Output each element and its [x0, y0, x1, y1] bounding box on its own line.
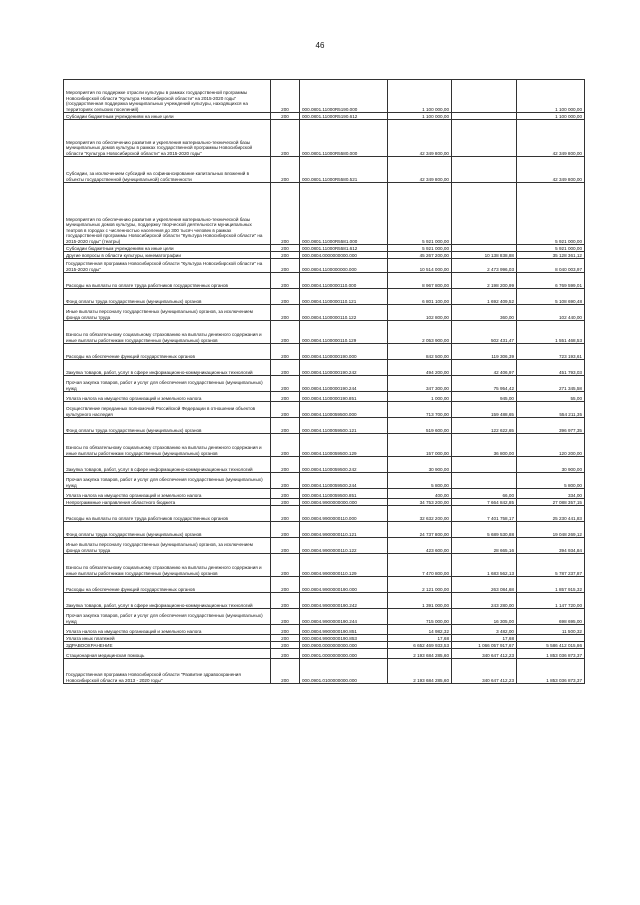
row-code-200-cell: 200: [271, 259, 300, 273]
row-name-cell: Уплата налога на имущество организаций и земельного налога: [64, 392, 271, 402]
row-remaining-cell: 5 787 237,87: [517, 554, 585, 577]
row-budget-code-cell: 000.0900.0000000000.000: [300, 642, 388, 649]
row-remaining-cell: 334,00: [517, 489, 585, 499]
row-approved-cell: 519 600,00: [388, 418, 452, 434]
row-executed-cell: [452, 245, 517, 252]
row-budget-code-cell: 000.0804.1100000190.242: [300, 360, 388, 376]
row-remaining-cell: 30 900,00: [517, 457, 585, 473]
table-row: [64, 259, 585, 273]
table-row: [64, 642, 585, 649]
row-budget-code-cell: 000.0804.1100059500.242: [300, 457, 388, 473]
row-approved-cell: 2 121 000,00: [388, 577, 452, 593]
row-executed-cell: 159 488,65: [452, 402, 517, 418]
row-executed-cell: 2 198 200,99: [452, 273, 517, 289]
row-budget-code-cell: 000.0801.11000R5580.521: [300, 157, 388, 183]
row-budget-code-cell: 000.0801.11000R5190.612: [300, 113, 388, 120]
row-approved-cell: 715 000,00: [388, 609, 452, 625]
row-code-200-cell: 200: [271, 457, 300, 473]
row-code-200-cell: 200: [271, 305, 300, 321]
table-row: [64, 649, 585, 659]
row-name-cell: Фонд оплаты труда государственных (муниципальных) органов: [64, 418, 271, 434]
table-row: [64, 360, 585, 376]
row-code-200-cell: 200: [271, 376, 300, 392]
row-approved-cell: 10 514 000,00: [388, 259, 452, 273]
row-budget-code-cell: 000.0804.1100000190.000: [300, 344, 388, 360]
table-row: [64, 506, 585, 522]
row-name-cell: ЗДРАВООХРАНЕНИЕ: [64, 642, 271, 649]
row-approved-cell: 6 652 469 933,53: [388, 642, 452, 649]
table-row: [64, 489, 585, 499]
row-remaining-cell: 6 769 599,01: [517, 273, 585, 289]
table-row: [64, 609, 585, 625]
table-row: [64, 344, 585, 360]
row-budget-code-cell: 000.0804.9900000110.000: [300, 506, 388, 522]
row-remaining-cell: 1 100 000,00: [517, 80, 585, 113]
row-executed-cell: 2 473 996,03: [452, 259, 517, 273]
row-approved-cell: 45 267 200,00: [388, 252, 452, 259]
row-name-cell: Государственная программа Новосибирской области "Развитие здравоохранения Новосибирской области на 2013 - 2020 годы": [64, 659, 271, 684]
row-name-cell: Расходы на выплаты по оплате труда работников государственных органов: [64, 506, 271, 522]
row-name-cell: Осуществление переданных полномочий Российской Федерации в отношении объектов культурного наследия: [64, 402, 271, 418]
table-row: [64, 273, 585, 289]
row-budget-code-cell: 000.0801.11000R5580.000: [300, 120, 388, 157]
row-remaining-cell: 120 200,00: [517, 434, 585, 457]
row-remaining-cell: 1 551 468,53: [517, 321, 585, 344]
row-remaining-cell: 11 500,32: [517, 625, 585, 635]
row-remaining-cell: 394 934,84: [517, 538, 585, 554]
table-row: [64, 499, 585, 506]
row-remaining-cell: 25 230 441,83: [517, 506, 585, 522]
row-approved-cell: 102 800,00: [388, 305, 452, 321]
row-remaining-cell: 102 440,00: [517, 305, 585, 321]
budget-table: [63, 79, 585, 684]
row-approved-cell: 347 300,00: [388, 376, 452, 392]
row-code-200-cell: 200: [271, 113, 300, 120]
row-budget-code-cell: 000.0804.9900000190.853: [300, 635, 388, 642]
row-code-200-cell: 200: [271, 577, 300, 593]
row-remaining-cell: 27 088 357,15: [517, 499, 585, 506]
row-remaining-cell: 8 040 003,97: [517, 259, 585, 273]
table-row: [64, 659, 585, 684]
table-row: [64, 457, 585, 473]
row-name-cell: Расходы на выплаты по оплате труда работников государственных органов: [64, 273, 271, 289]
row-approved-cell: 1 000,00: [388, 392, 452, 402]
row-name-cell: Фонд оплаты труда государственных (муниципальных) органов: [64, 522, 271, 538]
row-remaining-cell: 55,00: [517, 392, 585, 402]
row-budget-code-cell: 000.0804.1100000110.129: [300, 321, 388, 344]
row-budget-code-cell: 000.0801.11000R5190.000: [300, 80, 388, 113]
row-remaining-cell: 1 857 915,32: [517, 577, 585, 593]
row-budget-code-cell: 000.0804.1100059500.121: [300, 418, 388, 434]
row-name-cell: Взносы по обязательному социальному страхованию на выплаты денежного содержания и иные выплаты работникам государственных (муниципальных) органов: [64, 321, 271, 344]
table-row: [64, 245, 585, 252]
row-approved-cell: 34 753 200,00: [388, 499, 452, 506]
table-row: [64, 305, 585, 321]
row-executed-cell: 16 305,00: [452, 609, 517, 625]
row-approved-cell: 6 801 100,00: [388, 289, 452, 305]
row-budget-code-cell: 000.0804.9900000190.242: [300, 593, 388, 609]
row-approved-cell: 7 470 800,00: [388, 554, 452, 577]
row-code-200-cell: 200: [271, 252, 300, 259]
row-name-cell: Взносы по обязательному социальному страхованию на выплаты денежного содержания и иные выплаты работникам государственных (муниципальных) органов: [64, 434, 271, 457]
row-code-200-cell: 200: [271, 289, 300, 305]
row-budget-code-cell: 000.0804.9900000110.121: [300, 522, 388, 538]
row-approved-cell: 1 391 000,00: [388, 593, 452, 609]
row-remaining-cell: 698 695,00: [517, 609, 585, 625]
row-executed-cell: 340 647 412,23: [452, 649, 517, 659]
row-executed-cell: 263 084,68: [452, 577, 517, 593]
row-name-cell: Субсидии бюджетным учреждениям на иные цели: [64, 113, 271, 120]
row-name-cell: Расходы на обеспечение функций государственных органов: [64, 344, 271, 360]
row-remaining-cell: [517, 635, 585, 642]
row-executed-cell: [452, 457, 517, 473]
row-remaining-cell: 5 921 000,00: [517, 183, 585, 245]
row-name-cell: Закупка товаров, работ, услуг в сфере информационно-коммуникационных технологий: [64, 360, 271, 376]
row-code-200-cell: 200: [271, 245, 300, 252]
row-code-200-cell: 200: [271, 402, 300, 418]
table-row: [64, 593, 585, 609]
table-row: [64, 577, 585, 593]
row-code-200-cell: 200: [271, 344, 300, 360]
row-remaining-cell: 723 193,61: [517, 344, 585, 360]
table-row: [64, 554, 585, 577]
row-name-cell: Мероприятия по поддержке отрасли культуры в рамках государственной программы Новосибирской области "Культура Новосибирской области" на 2015-2020 годы" (государственная поддержка муниципальных учреждений культуры, находящихся на территориях сельских поселений): [64, 80, 271, 113]
row-budget-code-cell: 000.0804.9900000190.851: [300, 625, 388, 635]
row-code-200-cell: 200: [271, 538, 300, 554]
row-code-200-cell: 200: [271, 659, 300, 684]
row-code-200-cell: 200: [271, 360, 300, 376]
table-row: [64, 402, 585, 418]
row-code-200-cell: 200: [271, 80, 300, 113]
row-approved-cell: 42 349 800,00: [388, 157, 452, 183]
row-approved-cell: 5 921 000,00: [388, 245, 452, 252]
table-row: [64, 473, 585, 489]
row-approved-cell: 713 700,00: [388, 402, 452, 418]
row-name-cell: Прочая закупка товаров, работ и услуг для обеспечения государственных (муниципальных) нужд: [64, 609, 271, 625]
budget-table-body: [64, 80, 585, 684]
row-code-200-cell: 200: [271, 392, 300, 402]
row-executed-cell: [452, 80, 517, 113]
row-executed-cell: 3 482,00: [452, 625, 517, 635]
table-row: [64, 538, 585, 554]
row-approved-cell: 157 000,00: [388, 434, 452, 457]
table-row: [64, 252, 585, 259]
row-executed-cell: 75 954,42: [452, 376, 517, 392]
table-row: [64, 183, 585, 245]
row-code-200-cell: 200: [271, 499, 300, 506]
row-code-200-cell: 200: [271, 506, 300, 522]
row-remaining-cell: 271 345,58: [517, 376, 585, 392]
row-code-200-cell: 200: [271, 625, 300, 635]
row-code-200-cell: 200: [271, 642, 300, 649]
row-executed-cell: [452, 473, 517, 489]
row-remaining-cell: 5 921 000,00: [517, 245, 585, 252]
row-budget-code-cell: 000.0804.1100000110.000: [300, 273, 388, 289]
row-executed-cell: 7 664 842,85: [452, 499, 517, 506]
row-name-cell: Взносы по обязательному социальному страхованию на выплаты денежного содержания и иные выплаты работникам государственных (муниципальных) органов: [64, 554, 271, 577]
row-executed-cell: 502 431,47: [452, 321, 517, 344]
row-remaining-cell: 5 586 412 015,86: [517, 642, 585, 649]
row-executed-cell: 360,00: [452, 305, 517, 321]
row-approved-cell: 8 967 800,00: [388, 273, 452, 289]
row-executed-cell: 1 683 562,13: [452, 554, 517, 577]
row-name-cell: Расходы на обеспечение функций государственных органов: [64, 577, 271, 593]
row-name-cell: Государственная программа Новосибирской области "Культура Новосибирской области" на 2015-2020 годы": [64, 259, 271, 273]
row-remaining-cell: 396 977,35: [517, 418, 585, 434]
row-executed-cell: 340 647 412,23: [452, 659, 517, 684]
row-approved-cell: 24 737 800,00: [388, 522, 452, 538]
row-remaining-cell: 5 800,00: [517, 473, 585, 489]
row-name-cell: Иные выплаты персоналу государственных (муниципальных) органов, за исключением фонда оплаты труда: [64, 305, 271, 321]
row-name-cell: Закупка товаров, работ, услуг в сфере информационно-коммуникационных технологий: [64, 593, 271, 609]
row-budget-code-cell: 000.0801.11000R5581.612: [300, 245, 388, 252]
row-approved-cell: 494 200,00: [388, 360, 452, 376]
row-budget-code-cell: 000.0801.11000R5581.000: [300, 183, 388, 245]
row-code-200-cell: 200: [271, 649, 300, 659]
row-approved-cell: 42 349 800,00: [388, 120, 452, 157]
table-row: [64, 434, 585, 457]
page-number: 46: [315, 41, 325, 50]
table-row: [64, 418, 585, 434]
row-executed-cell: 28 665,16: [452, 538, 517, 554]
row-executed-cell: 243 280,00: [452, 593, 517, 609]
row-remaining-cell: 554 211,35: [517, 402, 585, 418]
row-approved-cell: 30 900,00: [388, 457, 452, 473]
table-row: [64, 376, 585, 392]
row-executed-cell: [452, 120, 517, 157]
row-remaining-cell: 35 128 361,12: [517, 252, 585, 259]
table-row: [64, 522, 585, 538]
row-executed-cell: 7 401 758,17: [452, 506, 517, 522]
row-approved-cell: 5 921 000,00: [388, 183, 452, 245]
row-remaining-cell: 42 349 800,00: [517, 120, 585, 157]
row-remaining-cell: 1 147 720,00: [517, 593, 585, 609]
row-budget-code-cell: 000.0804.9900000110.122: [300, 538, 388, 554]
row-code-200-cell: 200: [271, 434, 300, 457]
row-approved-cell: 2 193 684 285,60: [388, 659, 452, 684]
row-budget-code-cell: 000.0804.0000000000.000: [300, 252, 388, 259]
row-budget-code-cell: 000.0804.9900000110.129: [300, 554, 388, 577]
row-approved-cell: 2 193 684 285,60: [388, 649, 452, 659]
table-row: [64, 321, 585, 344]
row-approved-cell: 5 800,00: [388, 473, 452, 489]
row-budget-code-cell: 000.0804.1100000190.851: [300, 392, 388, 402]
row-executed-cell: 66,00: [452, 489, 517, 499]
row-code-200-cell: 200: [271, 635, 300, 642]
row-name-cell: Уплата иных платежей: [64, 635, 271, 642]
row-approved-cell: 1 100 000,00: [388, 80, 452, 113]
row-code-200-cell: 200: [271, 183, 300, 245]
row-name-cell: Непрограммные направления областного бюджета: [64, 499, 271, 506]
row-code-200-cell: 200: [271, 609, 300, 625]
row-name-cell: Стационарная медицинская помощь: [64, 649, 271, 659]
row-executed-cell: 17,68: [452, 635, 517, 642]
row-executed-cell: [452, 183, 517, 245]
row-remaining-cell: 5 108 690,48: [517, 289, 585, 305]
row-name-cell: Уплата налога на имущество организаций и земельного налога: [64, 625, 271, 635]
row-name-cell: Субсидии, за исключением субсидий на софинансирование капитальных вложений в объекты государственной (муниципальной) собственности: [64, 157, 271, 183]
row-name-cell: Субсидии бюджетным учреждениям на иные цели: [64, 245, 271, 252]
table-row: [64, 625, 585, 635]
row-code-200-cell: 200: [271, 321, 300, 344]
row-budget-code-cell: 000.0804.1100059500.851: [300, 489, 388, 499]
row-code-200-cell: 200: [271, 489, 300, 499]
table-row: [64, 113, 585, 120]
row-approved-cell: 32 632 200,00: [388, 506, 452, 522]
row-remaining-cell: 1 853 036 873,37: [517, 649, 585, 659]
row-executed-cell: 1 692 409,52: [452, 289, 517, 305]
row-remaining-cell: 42 349 800,00: [517, 157, 585, 183]
row-code-200-cell: 200: [271, 554, 300, 577]
row-budget-code-cell: 000.0804.1100000110.122: [300, 305, 388, 321]
row-name-cell: Другие вопросы в области культуры, кинематографии: [64, 252, 271, 259]
row-executed-cell: 945,00: [452, 392, 517, 402]
row-budget-code-cell: 000.0804.9900000190.000: [300, 577, 388, 593]
row-budget-code-cell: 000.0804.1100059500.129: [300, 434, 388, 457]
row-executed-cell: 10 138 838,88: [452, 252, 517, 259]
row-approved-cell: 1 100 000,00: [388, 113, 452, 120]
row-budget-code-cell: 000.0804.9900000000.000: [300, 499, 388, 506]
row-executed-cell: [452, 113, 517, 120]
table-row: [64, 157, 585, 183]
row-executed-cell: [452, 157, 517, 183]
row-approved-cell: 2 053 900,00: [388, 321, 452, 344]
table-row: [64, 80, 585, 113]
row-approved-cell: 17,68: [388, 635, 452, 642]
row-budget-code-cell: 000.0804.1100059500.000: [300, 402, 388, 418]
row-name-cell: Закупка товаров, работ, услуг в сфере информационно-коммуникационных технологий: [64, 457, 271, 473]
row-remaining-cell: 451 793,03: [517, 360, 585, 376]
row-budget-code-cell: 000.0804.1100000190.244: [300, 376, 388, 392]
table-row: [64, 289, 585, 305]
row-budget-code-cell: 000.0901.0100000000.000: [300, 659, 388, 684]
row-name-cell: Мероприятия по обеспечению развития и укрепления материально-технической базы муниципальных домов культуры в рамках государственной программы Новосибирской области "Культура Новосибирской области" на 2015-2020 годы": [64, 120, 271, 157]
table-row: [64, 635, 585, 642]
row-executed-cell: 119 306,39: [452, 344, 517, 360]
row-executed-cell: 1 066 057 917,67: [452, 642, 517, 649]
row-name-cell: Мероприятия по обеспечению развития и укрепления материально-технической базы муниципальных домов культуры, поддержку творческой деятельности муниципальных театров в городах с численностью населения до 300 тысяч человек в рамках государственной программы Новосибирской области "Культура Новосибирской области" на 2015-2020 годы" (театры): [64, 183, 271, 245]
table-row: [64, 120, 585, 157]
row-approved-cell: 14 982,32: [388, 625, 452, 635]
row-budget-code-cell: 000.0804.1100000000.000: [300, 259, 388, 273]
row-executed-cell: 36 800,00: [452, 434, 517, 457]
row-code-200-cell: 200: [271, 157, 300, 183]
row-budget-code-cell: 000.0901.0000000000.000: [300, 649, 388, 659]
row-code-200-cell: 200: [271, 473, 300, 489]
row-name-cell: Иные выплаты персоналу государственных (муниципальных) органов, за исключением фонда оплаты труда: [64, 538, 271, 554]
row-remaining-cell: 19 048 269,12: [517, 522, 585, 538]
row-executed-cell: 122 622,65: [452, 418, 517, 434]
row-approved-cell: 423 600,00: [388, 538, 452, 554]
row-approved-cell: 400,00: [388, 489, 452, 499]
row-name-cell: Фонд оплаты труда государственных (муниципальных) органов: [64, 289, 271, 305]
row-code-200-cell: 200: [271, 120, 300, 157]
row-code-200-cell: 200: [271, 522, 300, 538]
row-budget-code-cell: 000.0804.1100000110.121: [300, 289, 388, 305]
row-executed-cell: 5 689 530,88: [452, 522, 517, 538]
row-code-200-cell: 200: [271, 418, 300, 434]
row-code-200-cell: 200: [271, 273, 300, 289]
row-remaining-cell: 1 853 036 873,37: [517, 659, 585, 684]
row-code-200-cell: 200: [271, 593, 300, 609]
row-budget-code-cell: 000.0804.9900000190.244: [300, 609, 388, 625]
row-remaining-cell: 1 100 000,00: [517, 113, 585, 120]
row-name-cell: Прочая закупка товаров, работ и услуг для обеспечения государственных (муниципальных) нужд: [64, 473, 271, 489]
table-row: [64, 392, 585, 402]
row-name-cell: Уплата налога на имущество организаций и земельного налога: [64, 489, 271, 499]
row-budget-code-cell: 000.0804.1100059500.244: [300, 473, 388, 489]
row-approved-cell: 842 500,00: [388, 344, 452, 360]
row-executed-cell: 42 406,97: [452, 360, 517, 376]
row-name-cell: Прочая закупка товаров, работ и услуг для обеспечения государственных (муниципальных) нужд: [64, 376, 271, 392]
